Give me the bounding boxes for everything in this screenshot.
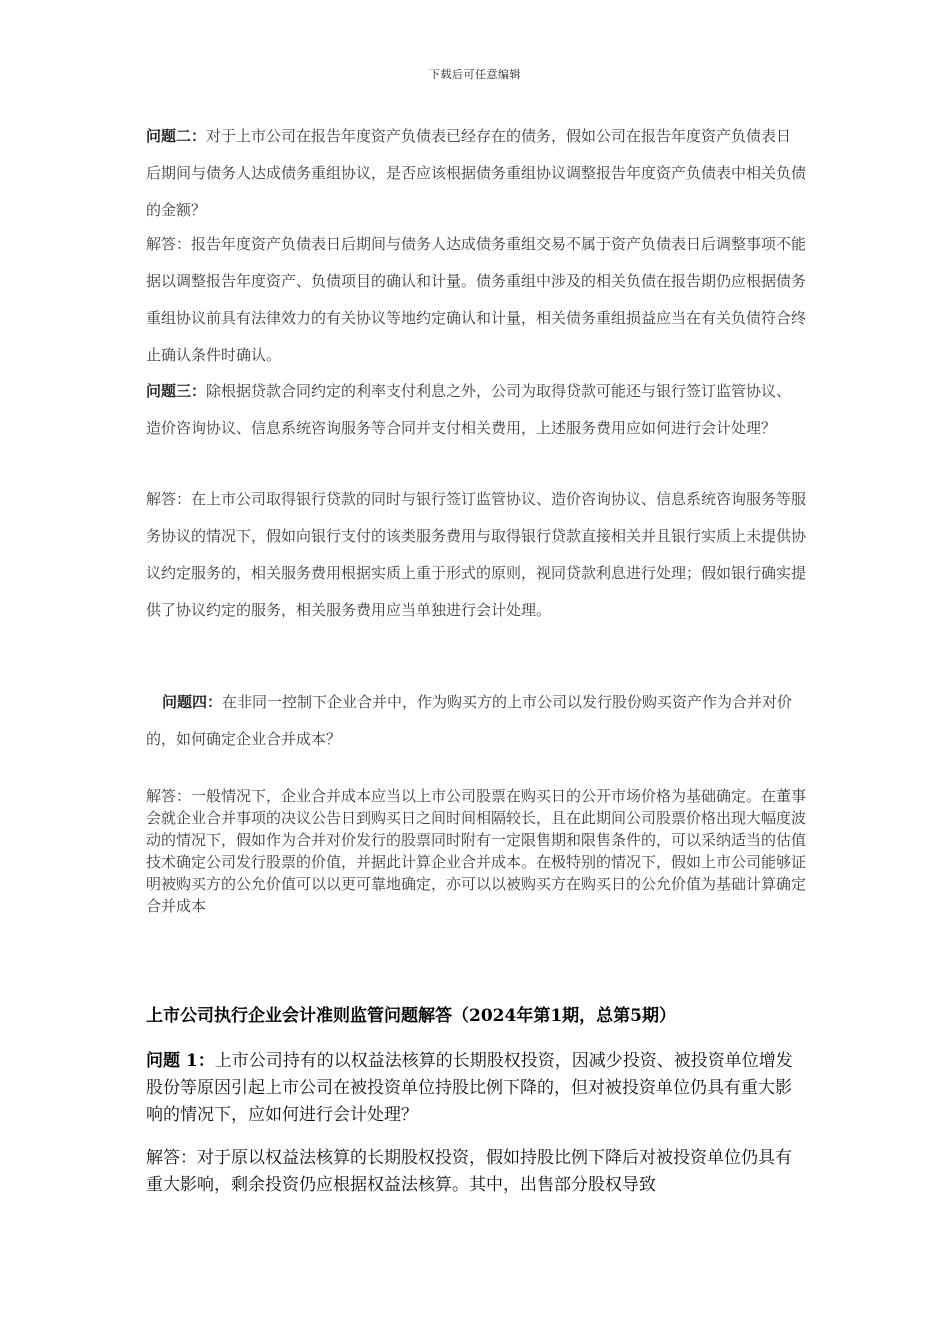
- question-5: [146, 1048, 806, 1129]
- question-5-label: 问题 1：: [146, 1051, 215, 1071]
- question-4-text: 在非同一控制下企业合并中，作为购买方的上市公司以发行股份购买资产作为合并对价的，如何确定企业合并成本？: [146, 693, 793, 748]
- question-2-label: 问题二：: [146, 127, 207, 145]
- page-header: 下载后可任意编辑: [429, 68, 521, 81]
- question-3-text: 除根据贷款合同约定的利率支付利息之外，公司为取得贷款可能还与银行签订监管协议、造价咨询协议、信息系统咨询服务等合同并支付相关费用，上述服务费用应如何进行会计处理？: [146, 382, 792, 437]
- answer-3: 解答：在上市公司取得银行贷款的同时与银行签订监管协议、造价咨询协议、信息系统咨询服务等服务协议的情况下，假如向银行支付的该类服务费用与取得银行贷款直接相关并且银行实质上未提供协议约定服务的，相关服务费用根据实质上重于形式的原则，视同贷款利息进行处理；假如银行确实提供了协议约定的服务，相关服务费用应当单独进行会计处理。: [146, 490, 807, 619]
- section-title: 上市公司执行企业会计准则监管问题解答（2024年第1期，总第5期）: [146, 1006, 676, 1026]
- question-2-text: 对于上市公司在报告年度资产负债表已经存在的债务，假如公司在报告年度资产负债表日后期间与债务人达成债务重组协议，是否应该根据债务重组协议调整报告年度资产负债表中相关负债的金额？: [146, 127, 807, 219]
- question-3: [146, 373, 806, 447]
- question-2: [146, 118, 806, 229]
- answer-2: 解答：报告年度资产负债表日后期间与债务人达成债务重组交易不属于资产负债表日后调整事项不能据以调整报告年度资产、负债项目的确认和计量。债务重组中涉及的相关负债在报告期仍应根据债务重组协议前具有法律效力的有关协议等地约定确认和计量，相关债务重组损益应当在有关负债符合终止确认条件时确认。: [146, 235, 807, 364]
- question-4: [146, 684, 806, 758]
- question-4-label: 问题四：: [162, 693, 223, 711]
- answer-5: 解答：对于原以权益法核算的长期股权投资，假如持股比例下降后对被投资单位仍具有重大影响，剩余投资仍应根据权益法核算。其中，出售部分股权导致: [146, 1148, 792, 1195]
- question-5-text: 上市公司持有的以权益法核算的长期股权投资，因减少投资、被投资单位增发股份等原因引起上市公司在被投资单位持股比例下降的，但对被投资单位仍具有重大影响的情况下，应如何进行会计处理？: [146, 1051, 793, 1125]
- question-3-label: 问题三：: [146, 382, 207, 400]
- answer-4: 解答：一般情况下，企业合并成本应当以上市公司股票在购买日的公开市场价格为基础确定。在董事会就企业合并事项的决议公告日到购买日之间时间相隔较长，且在此期间公司股票价格出现大幅度波动的情况下，假如作为合并对价发行的股票同时附有一定限售期和限售条件的，可以采纳适当的估值技术确定公司发行股票的价值，并据此计算企业合并成本。在极特别的情况下，假如上市公司能够证明被购买方的公允价值可以以更可靠地确定，亦可以以被购买方在购买日的公允价值为基础计算确定合并成本: [146, 787, 807, 915]
